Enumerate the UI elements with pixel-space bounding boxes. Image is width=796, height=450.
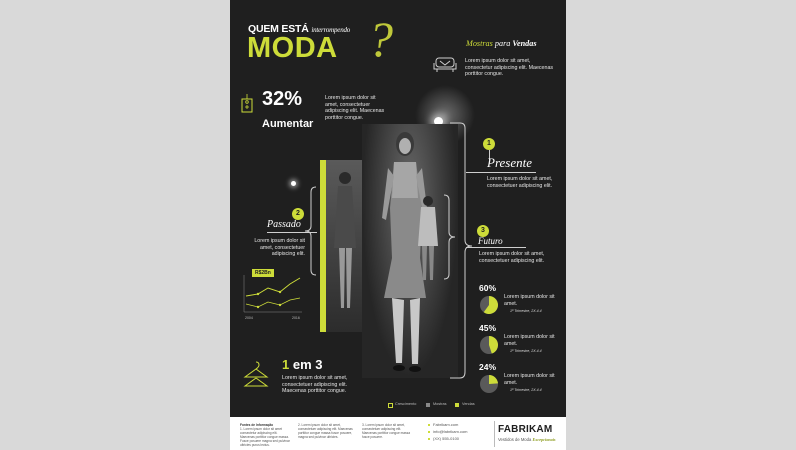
hanger-icon xyxy=(243,358,269,394)
increase-label: Aumentar xyxy=(262,118,314,130)
stat-value: 24% xyxy=(479,362,497,372)
chart-x-start: 2004 xyxy=(245,316,253,320)
past-number: 2 xyxy=(292,208,304,220)
stat-pie xyxy=(479,374,499,394)
present-underline xyxy=(466,172,536,173)
footer-web: Fabrikam.com xyxy=(433,422,459,427)
title-line1: QUEM ESTÁ interrompendo xyxy=(248,23,351,35)
stat-cite: 1º Trimestre, 2X.4.4 xyxy=(510,349,542,353)
footer-col2: 2. Lorem ipsum dolor sit amet, consectetuer adipiscing elit. Maecenas porttitor congue massa fusce posuere, magna sed pulvinar ultricies. xyxy=(298,423,353,439)
stat-cite: 1º Trimestre, 2X.4.4 xyxy=(510,309,542,313)
footer-bullet xyxy=(428,431,430,433)
stat-pie xyxy=(479,335,499,355)
stat-value: 60% xyxy=(479,283,497,293)
footer-tagline: Vestidos de Moda Excepcionais xyxy=(498,437,556,442)
past-underline xyxy=(267,232,317,233)
spotlight-dot-small xyxy=(291,181,296,186)
footer-brand: FABRIKAM xyxy=(498,424,553,435)
one-in-three-value: 1 em 3 xyxy=(282,357,323,372)
legend-swatch-growth xyxy=(388,403,393,408)
present-number: 1 xyxy=(483,138,495,150)
legend-growth: Crescimento xyxy=(395,402,417,406)
question-mark: ? xyxy=(368,11,393,67)
increase-body: Lorem ipsum dolor sit amet, consectetuer adipiscing elit. Maecenas porttitor congue. xyxy=(325,95,385,121)
increase-value: 32% xyxy=(262,88,303,110)
footer-col3: 3. Lorem ipsum dolor sit amet, consectetuer adipiscing elit. Maecenas porttitor congue massa fusce posuere. xyxy=(362,423,411,439)
chart-badge: R$2Bn xyxy=(252,269,274,277)
future-number: 3 xyxy=(477,225,489,237)
future-body: Lorem ipsum dolor sit amet, consectetuer adipiscing elit. xyxy=(479,251,545,264)
title-moda: MODA xyxy=(247,32,338,64)
legend-swatch-sales xyxy=(455,403,459,407)
footer xyxy=(230,417,566,450)
accent-bar xyxy=(320,160,326,332)
chart-x-end: 2016 xyxy=(292,316,300,320)
brace-future xyxy=(443,194,457,280)
one-in-three-body: Lorem ipsum dolor sit amet, consectetuer adipiscing elit. Maecenas porttitor congue. xyxy=(282,375,348,395)
shows-body: Lorem ipsum dolor sit amet, consectetur adipiscing elit. Maecenas porttitor congue. xyxy=(465,58,554,78)
stat-value: 45% xyxy=(479,323,497,333)
future-title: Futuro xyxy=(478,236,503,246)
stat-pie xyxy=(479,295,499,315)
footer-bullet xyxy=(428,424,430,426)
couch-icon xyxy=(433,55,457,73)
tag-icon xyxy=(239,93,255,113)
shows-title: Mostras para Vendas xyxy=(466,39,537,48)
stat-pie-slice xyxy=(489,375,498,384)
footer-divider xyxy=(494,421,495,447)
future-underline xyxy=(466,247,526,248)
footer-sources-title: Fontes de Informação xyxy=(240,423,274,427)
footer-email: info@fabrikam.com xyxy=(433,429,468,434)
stat-body: Lorem ipsum dolor sit amet. xyxy=(504,334,555,347)
present-title: Presente xyxy=(487,155,532,170)
present-body: Lorem ipsum dolor sit amet, consectetuer adipiscing elit. xyxy=(487,176,553,189)
legend-shows: Mostras xyxy=(433,402,447,406)
title-script: interrompendo xyxy=(311,26,351,34)
mini-line-chart xyxy=(242,274,304,316)
model-figure-right xyxy=(416,194,440,284)
legend-sales: Vendas xyxy=(462,402,475,406)
stat-body: Lorem ipsum dolor sit amet. xyxy=(504,294,555,307)
footer-bullet xyxy=(428,438,430,440)
past-title: Passado xyxy=(267,219,301,230)
stat-cite: 1º Trimestre, 2X.4.4 xyxy=(510,388,542,392)
poster xyxy=(230,0,566,450)
stat-body: Lorem ipsum dolor sit amet. xyxy=(504,373,555,386)
brace-left xyxy=(303,186,317,276)
footer-col1: 1. Lorem ipsum dolor sit amet consectetur adipiscing elit. Maecenas porttitor congue massa. Fusce posuere magna sed pulvinar ultricies purus lectus. xyxy=(240,427,290,447)
legend-swatch-shows xyxy=(426,403,430,407)
past-body: Lorem ipsum dolor sit amet, consectetuer adipiscing elit. xyxy=(254,238,305,258)
footer-phone: (XX) 555-0100 xyxy=(433,436,460,441)
model-figure-left xyxy=(330,168,360,318)
